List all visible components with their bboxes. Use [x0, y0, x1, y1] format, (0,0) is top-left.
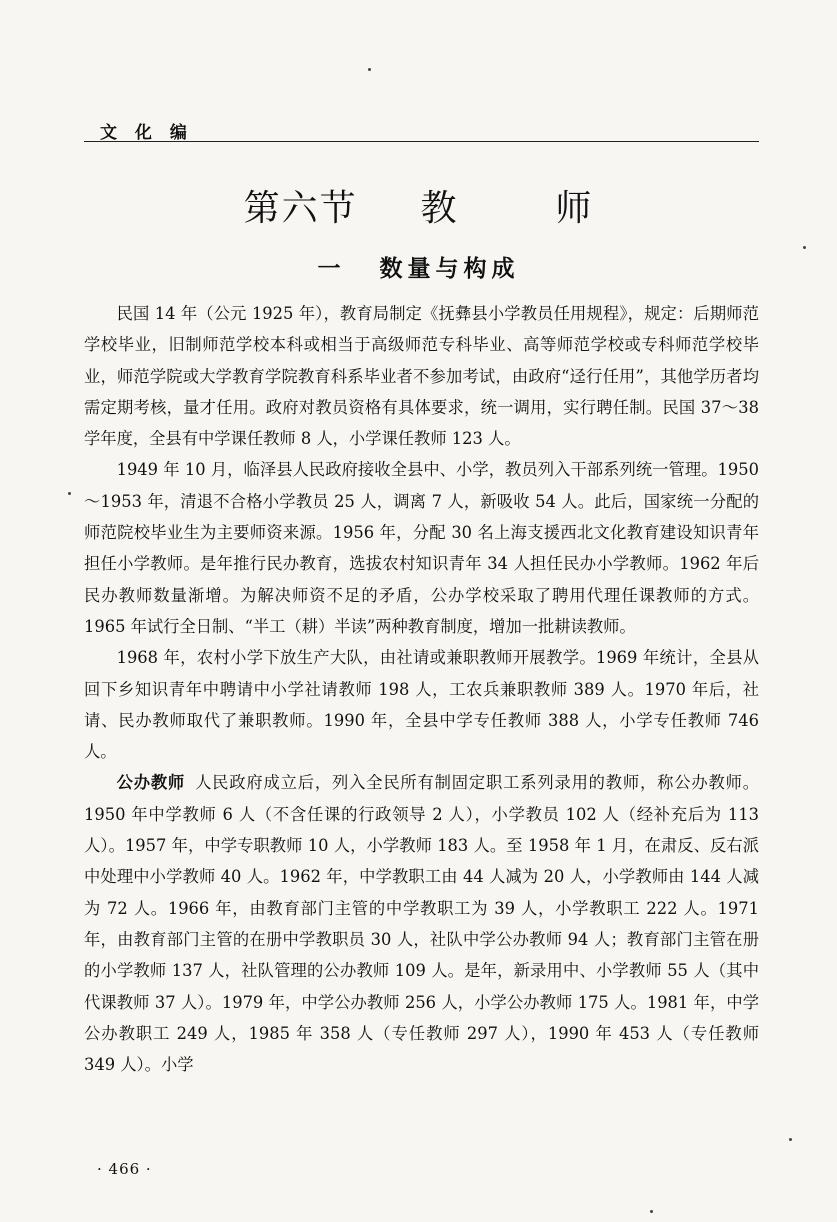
- term-heading: 公办教师: [116, 773, 186, 793]
- subsection-title: [0, 250, 837, 283]
- page-number: · 466 ·: [97, 1160, 152, 1178]
- term-paragraph: [84, 767, 759, 1080]
- term-paragraph-text: 人民政府成立后，列入全民所有制固定职工系列录用的教师，称公办教师。1950 年中学教师 6 人（不含任课的行政领导 2 人），小学教员 102 人（经补充后为 113 人）。1957 年，中学专职教师 10 人，小学教师 183 人。至 1958 年 1 月，在肃反、反右派中处理中小学教师 40 人。1962 年，中学教职工由 44 人减为 20 人，小学教师由 144 人减为 72 人。1966 年，由教育部门主管的中学教职工为 39 人，小学教职工 222 人。1971 年，由教育部门主管的在册中学教职员 30 人，社队中学公办教师 94 人；教育部门主管在册的小学教师 137 人，社队管理的公办教师 109 人。是年，新录用中、小学教师 55 人（其中代课教师 37 人）。1979 年，中学公办教师 256 人，小学公办教师 175 人。1981 年，中学公办教职工 249 人，1985 年 358 人（专任教师 297 人），1990 年 453 人（专任教师 349 人）。小学: [84, 773, 759, 1075]
- subsection-title-text: 数量与构成: [379, 256, 520, 282]
- scan-speck: [789, 1138, 792, 1141]
- section-title-word-a: 教: [420, 188, 459, 229]
- section-title: [0, 180, 837, 231]
- section-title-word-b: 师: [555, 188, 594, 229]
- scan-speck: [368, 68, 371, 71]
- running-header: 文 化 编: [100, 123, 193, 143]
- paragraph: 1968 年，农村小学下放生产大队，由社请或兼职教师开展教学。1969 年统计，全县从回下乡知识青年中聘请中小学社请教师 198 人，工农兵兼职教师 389 人。1970 年后，社请、民办教师取代了兼职教师。1990 年，全县中学专任教师 388 人，小学专任教师 746 人。: [84, 648, 759, 762]
- header-rule: [84, 141, 759, 142]
- scan-speck: [803, 246, 806, 249]
- paragraph: 1949 年 10 月，临泽县人民政府接收全县中、小学，教员列入干部系列统一管理。1950～1953 年，清退不合格小学教员 25 人，调离 7 人，新吸收 54 人。此后，国家统一分配的师范院校毕业生为主要师资来源。1956 年，分配 30 名上海支援西北文化教育建设知识青年担任小学教师。是年推行民办教育，选拔农村知识青年 34 人担任民办小学教师。1962 年后民办教师数量渐增。为解决师资不足的矛盾，公办学校采取了聘用代理任课教师的方式。1965 年试行全日制、“半工（耕）半读”两种教育制度，增加一批耕读教师。: [84, 460, 759, 636]
- section-title-prefix: 第六节: [243, 188, 358, 229]
- scan-speck: [650, 1210, 653, 1213]
- body-text: [84, 298, 759, 1080]
- subsection-number: 一: [317, 256, 346, 282]
- paragraph: 民国 14 年（公元 1925 年），教育局制定《抚彝县小学教员任用规程》，规定：后期师范学校毕业，旧制师范学校本科或相当于高级师范专科毕业、高等师范学校或专科师范学校毕业，师范学院或大学教育学院教育科系毕业者不参加考试，由政府“迳行任用”，其他学历者均需定期考核，量才任用。政府对教员资格有具体要求，统一调用，实行聘任制。民国 37～38 学年度，全县有中学课任教师 8 人，小学课任教师 123 人。: [84, 304, 759, 449]
- scan-speck: [68, 492, 71, 495]
